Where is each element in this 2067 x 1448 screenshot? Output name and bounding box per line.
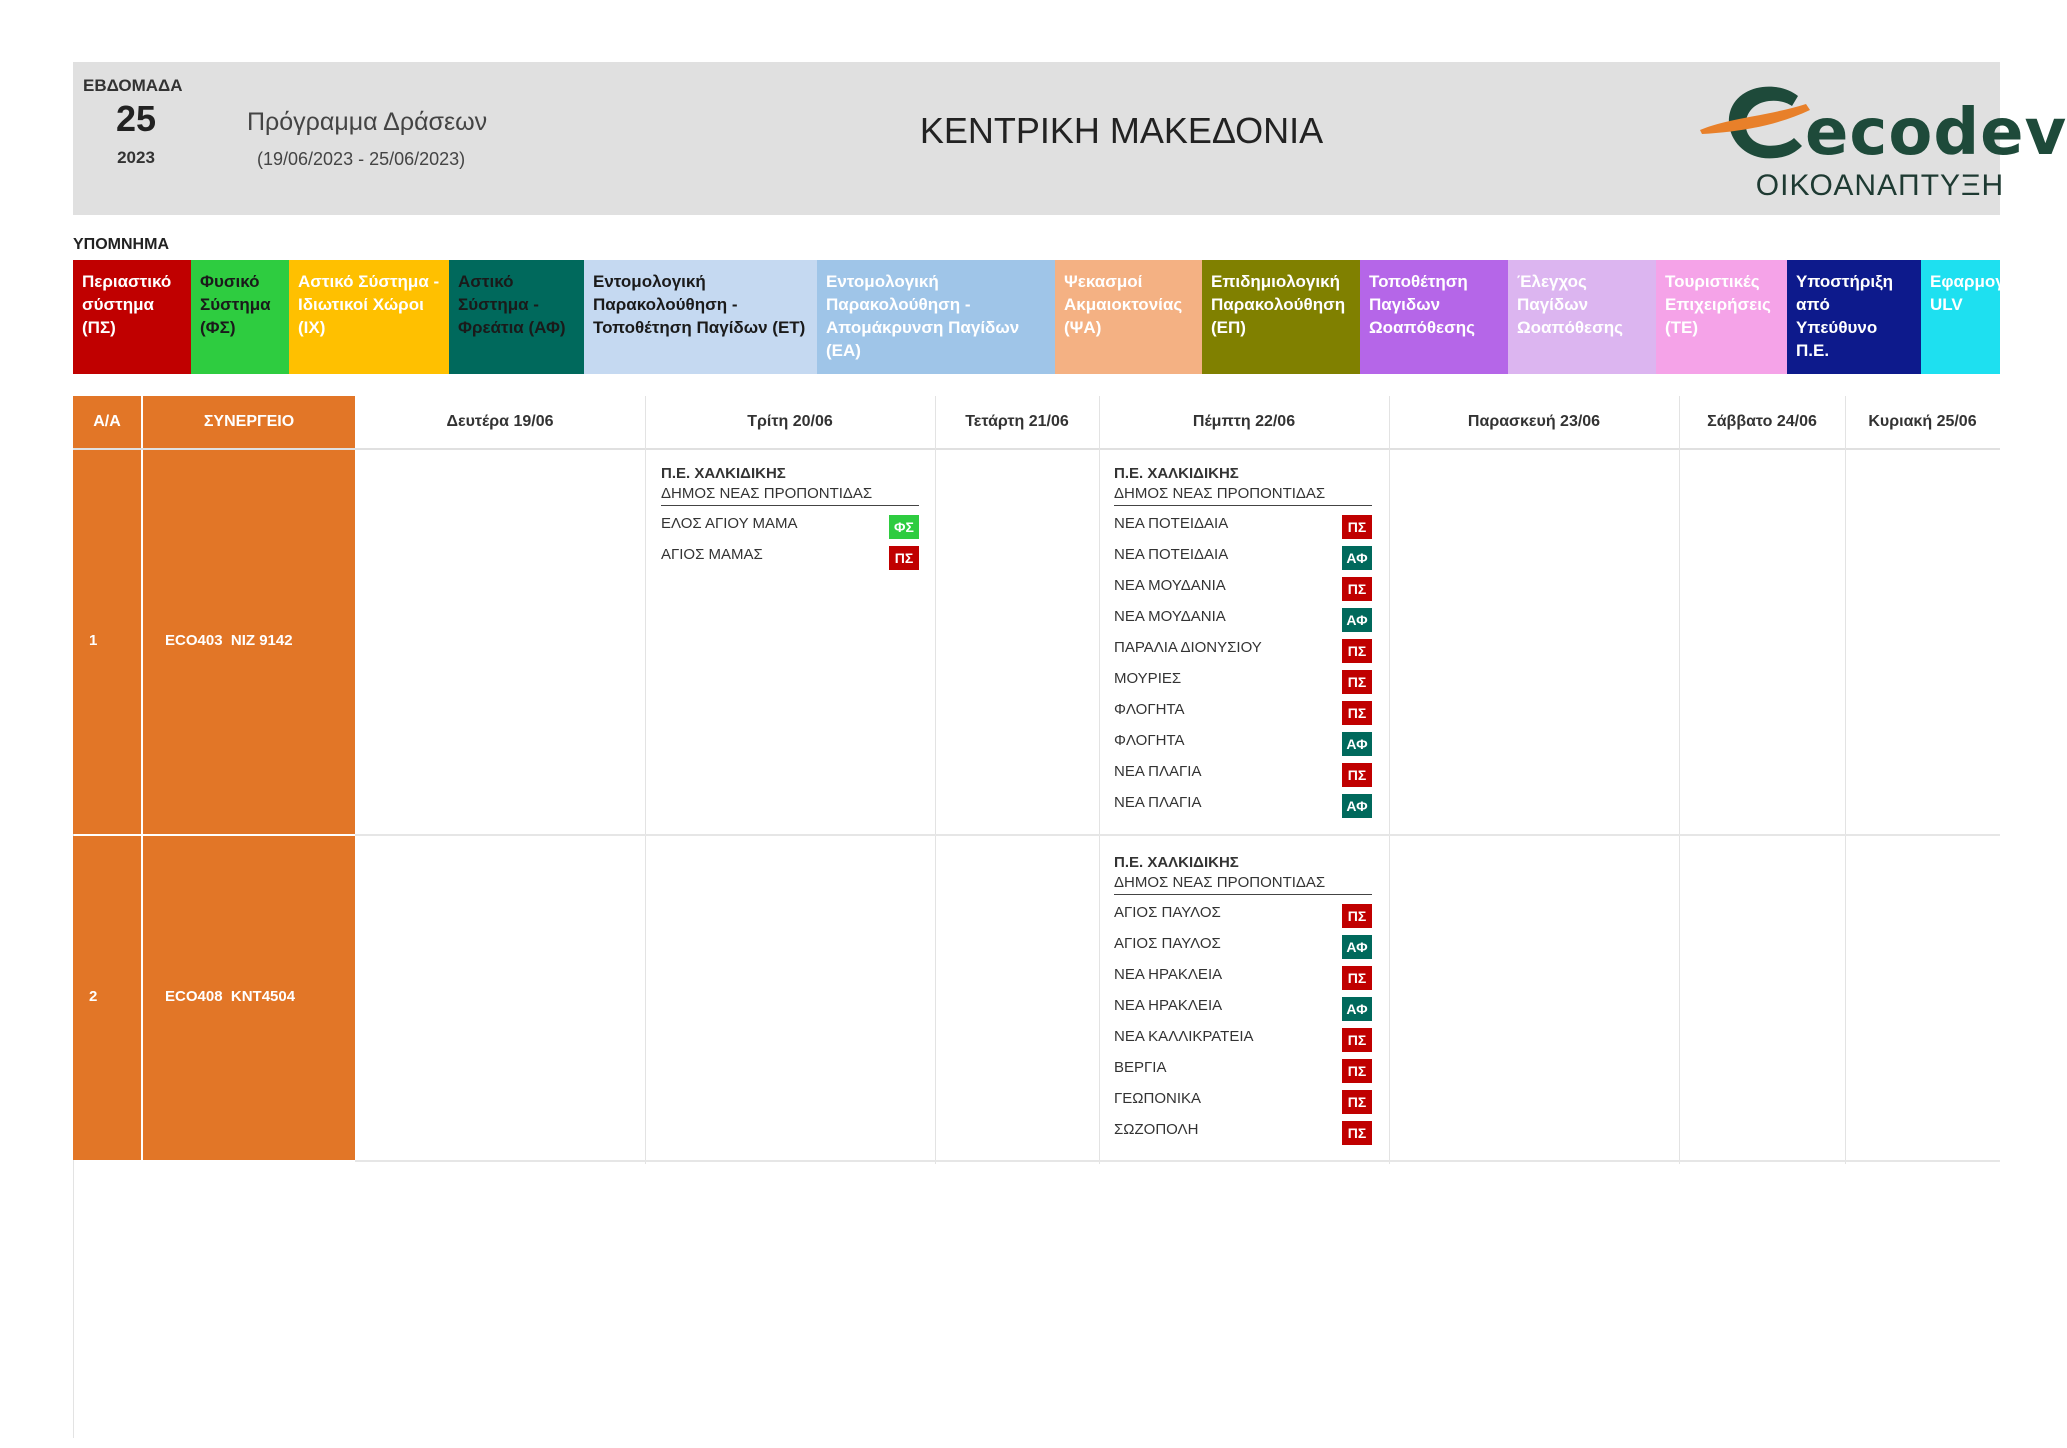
week-year: 2023 [117,148,155,167]
place-name: ΠΑΡΑΛΙΑ ΔΙΟΝΥΣΙΟΥ [1114,639,1262,656]
logo-text: ecodev [1805,96,2067,170]
row-separator [355,1160,2000,1162]
row-1-team-cell [143,450,355,834]
header-day-monday: Δευτέρα 19/06 [446,413,554,430]
place-name: ΑΓΙΟΣ ΠΑΥΛΟΣ [1114,935,1221,952]
place-name: ΒΕΡΓΙΑ [1114,1059,1167,1076]
grid-line [1389,396,1390,1164]
activity-code-badge: ΠΣ [1342,904,1372,928]
list-item [1114,932,1372,963]
row-2-team-cell [143,836,355,1160]
legend [73,260,2016,374]
legend-item: Τοποθέτηση Παγιδων Ωοαπόθεσης [1360,260,1508,374]
grid-line [1099,396,1100,1164]
list-item [1114,963,1372,994]
activity-code-badge: ΠΣ [1342,1059,1372,1083]
header-band [73,62,2067,215]
list-item [1114,729,1372,760]
list-item [661,543,919,574]
header-day-thursday: Πέμπτη 22/06 [1192,413,1296,430]
row-1-thursday-block [1114,464,1372,822]
place-name: ΝΕΑ ΗΡΑΚΛΕΙΑ [1114,997,1223,1014]
row-separator [355,834,2000,836]
header-day-sunday: Κυριακή 25/06 [1868,413,1977,430]
program-dates: (19/06/2023 - 25/06/2023) [257,149,466,169]
list-item [1114,543,1372,574]
row-2-aa-cell [73,836,141,1160]
activity-code-badge: ΠΣ [1342,763,1372,787]
activity-code-badge: ΠΣ [1342,1028,1372,1052]
header-day-saturday: Σάββατο 24/06 [1707,413,1817,430]
row-1-tuesday-block [661,464,919,574]
logo-swoosh-icon [1698,82,1818,172]
place-name: ΝΕΑ ΠΛΑΓΙΑ [1114,794,1202,811]
place-name: ΝΕΑ ΠΟΤΕΙΔΑΙΑ [1114,515,1229,532]
row-2-team: ECO408 ΚΝΤ4504 [165,988,296,1005]
activity-code-badge: ΠΣ [1342,701,1372,725]
activity-code-badge: ΠΣ [1342,966,1372,990]
activity-code-badge: ΠΣ [1342,577,1372,601]
legend-item: Εντομολογική Παρακολούθηση - Τοποθέτηση Παγίδων (ΕΤ) [584,260,817,374]
legend-title: ΥΠΟΜΝΗΜΑ [73,236,169,253]
list-item [1114,605,1372,636]
activity-code-badge: ΦΣ [889,515,919,539]
legend-item: Αστικό Σύστημα - Ιδιωτικοί Χώροι (ΙΧ) [289,260,449,374]
activity-code-badge: ΠΣ [1342,1090,1372,1114]
list-item [1114,901,1372,932]
grid-line [935,396,936,1164]
place-name: ΑΓΙΟΣ ΠΑΥΛΟΣ [1114,904,1221,921]
legend-item: Επιδημιολογική Παρακολούθηση (ΕΠ) [1202,260,1360,374]
place-name: ΝΕΑ ΠΟΤΕΙΔΑΙΑ [1114,546,1229,563]
row-1-team: ECO403 ΝΙΖ 9142 [165,632,293,649]
activity-code-badge: ΑΦ [1342,997,1372,1021]
block-municipality: ΔΗΜΟΣ ΝΕΑΣ ΠΡΟΠΟΝΤΙΔΑΣ [1114,873,1372,895]
row-2-aa: 2 [89,988,98,1005]
activity-code-badge: ΠΣ [1342,639,1372,663]
activity-code-badge: ΑΦ [1342,608,1372,632]
activity-code-badge: ΠΣ [889,546,919,570]
grid-line [1845,396,1846,1164]
block-region: Π.Ε. ΧΑΛΚΙΔΙΚΗΣ [1114,854,1239,871]
place-name: ΝΕΑ ΜΟΥΔΑΝΙΑ [1114,577,1226,594]
ecodev-logo [1628,72,2067,202]
grid-line [645,396,646,1164]
header-team: ΣΥΝΕΡΓΕΙΟ [143,396,355,448]
header-aa: Α/Α [73,396,141,448]
header-day-friday: Παρασκευή 23/06 [1467,413,1601,430]
list-item [1114,636,1372,667]
list-item [661,512,919,543]
place-name: ΝΕΑ ΠΛΑΓΙΑ [1114,763,1202,780]
row-1-aa: 1 [89,632,98,649]
place-name: ΣΩΖΟΠΟΛΗ [1114,1121,1199,1138]
legend-item: Εφαρμογή ULV [1921,260,2000,374]
list-item [1114,698,1372,729]
place-name: ΦΛΟΓΗΤΑ [1114,732,1185,749]
list-item [1114,791,1372,822]
place-name: ΕΛΟΣ ΑΓΙΟΥ ΜΑΜΑ [661,515,798,532]
list-item [1114,760,1372,791]
list-item [1114,994,1372,1025]
legend-item: Έλεγχος Παγίδων Ωοαπόθεσης [1508,260,1656,374]
legend-item: Εντομολογική Παρακολούθηση - Απομάκρυνση Παγίδων (ΕΑ) [817,260,1055,374]
row-1-aa-cell [73,450,141,834]
grid-line [1679,396,1680,1164]
header-day-tuesday: Τρίτη 20/06 [747,413,833,430]
block-region: Π.Ε. ΧΑΛΚΙΔΙΚΗΣ [661,465,786,482]
legend-item: Τουριστικές Επιχειρήσεις (ΤΕ) [1656,260,1787,374]
place-name: ΓΕΩΠΟΝΙΚΑ [1114,1090,1201,1107]
place-name: ΝΕΑ ΚΑΛΛΙΚΡΑΤΕΙΑ [1114,1028,1254,1045]
week-number: 25 [115,98,157,139]
list-item [1114,512,1372,543]
block-municipality: ΔΗΜΟΣ ΝΕΑΣ ΠΡΟΠΟΝΤΙΔΑΣ [1114,484,1372,506]
activity-code-badge: ΠΣ [1342,1121,1372,1145]
activity-code-badge: ΑΦ [1342,732,1372,756]
legend-item: Φυσικό Σύστημα (ΦΣ) [191,260,289,374]
block-municipality: ΔΗΜΟΣ ΝΕΑΣ ΠΡΟΠΟΝΤΙΔΑΣ [661,484,919,506]
list-item [1114,1118,1372,1149]
legend-item: Ψεκασμοί Ακμαιοκτονίας (ΨΑ) [1055,260,1202,374]
list-item [1114,1025,1372,1056]
activity-code-badge: ΑΦ [1342,794,1372,818]
place-name: ΑΓΙΟΣ ΜΑΜΑΣ [661,546,763,563]
list-item [1114,1087,1372,1118]
list-item [1114,667,1372,698]
legend-item: Περιαστικό σύστημα (ΠΣ) [73,260,191,374]
row-2-thursday-block [1114,853,1372,1149]
place-name: ΝΕΑ ΗΡΑΚΛΕΙΑ [1114,966,1223,983]
table-header-row [73,396,2000,450]
legend-item: Υποστήριξη από Υπεύθυνο Π.Ε. [1787,260,1921,374]
header-day-wednesday: Τετάρτη 21/06 [965,413,1069,430]
activity-code-badge: ΠΣ [1342,670,1372,694]
legend-item: Αστικό Σύστημα - Φρεάτια (ΑΦ) [449,260,584,374]
logo-subtitle: ΟΙΚΟΑΝΑΠΤΥΞΗ [1755,169,2005,202]
place-name: ΝΕΑ ΜΟΥΔΑΝΙΑ [1114,608,1226,625]
week-label: ΕΒΔΟΜΑΔΑ [83,76,183,95]
list-item [1114,1056,1372,1087]
block-region: Π.Ε. ΧΑΛΚΙΔΙΚΗΣ [1114,465,1239,482]
place-name: ΜΟΥΡΙΕΣ [1114,670,1182,687]
activity-code-badge: ΑΦ [1342,546,1372,570]
region-title: ΚΕΝΤΡΙΚΗ ΜΑΚΕΔΟΝΙΑ [919,110,1324,151]
activity-code-badge: ΑΦ [1342,935,1372,959]
list-item [1114,574,1372,605]
place-name: ΦΛΟΓΗΤΑ [1114,701,1185,718]
activity-code-badge: ΠΣ [1342,515,1372,539]
program-title: Πρόγραμμα Δράσεων [247,108,488,136]
